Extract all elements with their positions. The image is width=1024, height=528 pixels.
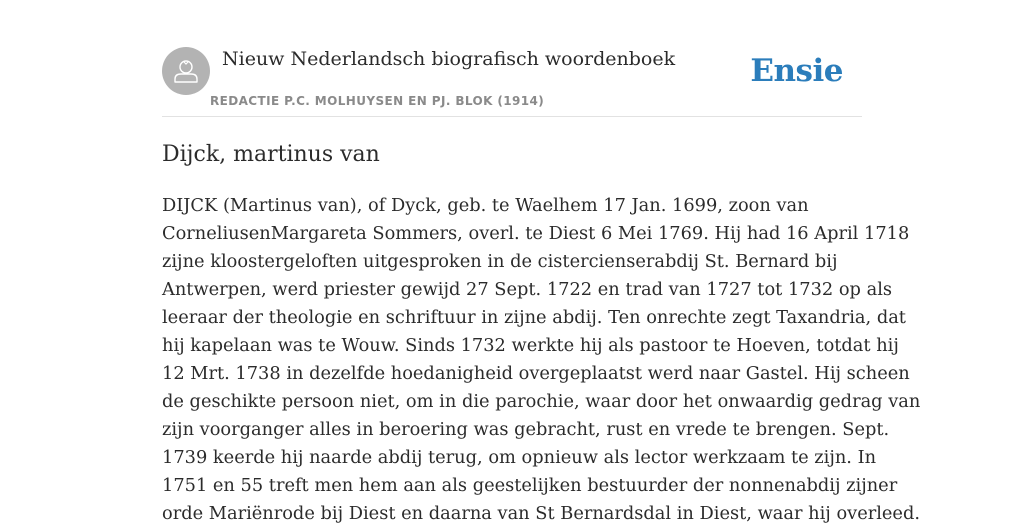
article-line: DIJCK (Martinus van), of Dyck, geb. te Waelhem 17 Jan. 1699, zoon van — [162, 195, 809, 216]
article-line: 12 Mrt. 1738 in dezelfde hoedanigheid overgeplaatst werd naar Gastel. Hij scheen — [162, 363, 910, 384]
article-title: Dijck, martinus van — [162, 142, 380, 167]
person-placeholder-icon — [162, 47, 210, 95]
article-line: Antwerpen, werd priester gewijd 27 Sept. 1722 en trad van 1727 tot 1732 op als — [162, 279, 893, 300]
article-line: CorneliusenMargareta Sommers, overl. te Diest 6 Mei 1769. Hij had 16 April 1718 — [162, 223, 910, 244]
header — [162, 46, 862, 117]
article-line: leeraar der theologie en schriftuur in zijne abdij. Ten onrechte zegt Taxandria, dat — [162, 307, 906, 328]
article-line: zijne kloostergeloften uitgesproken in de cistercienserabdij St. Bernard bij — [162, 251, 838, 272]
article-line: orde Mariënrode bij Diest en daarna van St Bernardsdal in Diest, waar hij overleed. — [162, 503, 920, 524]
article-body — [162, 192, 921, 528]
article-line: 1751 en 55 treft men hem aan als geestelijken bestuurder der nonnenabdij zijner — [162, 475, 898, 496]
article-line: hij kapelaan was te Wouw. Sinds 1732 werkte hij als pastoor te Hoeven, totdat hij — [162, 335, 899, 356]
article-line: 1739 keerde hij naarde abdij terug, om opnieuw als lector werkzaam te zijn. In — [162, 447, 877, 468]
ensie-logo-link[interactable]: Ensie — [750, 53, 843, 89]
article-line: de geschikte persoon niet, om in die parochie, waar door het onwaardig gedrag van — [162, 391, 921, 412]
book-title: Nieuw Nederlandsch biografisch woordenboek — [222, 48, 676, 70]
article-line: zijn voorganger alles in beroering was gebracht, rust en vrede te brengen. Sept. — [162, 419, 890, 440]
editors-credit: REDACTIE P.C. MOLHUYSEN EN PJ. BLOK (1914) — [210, 94, 545, 108]
